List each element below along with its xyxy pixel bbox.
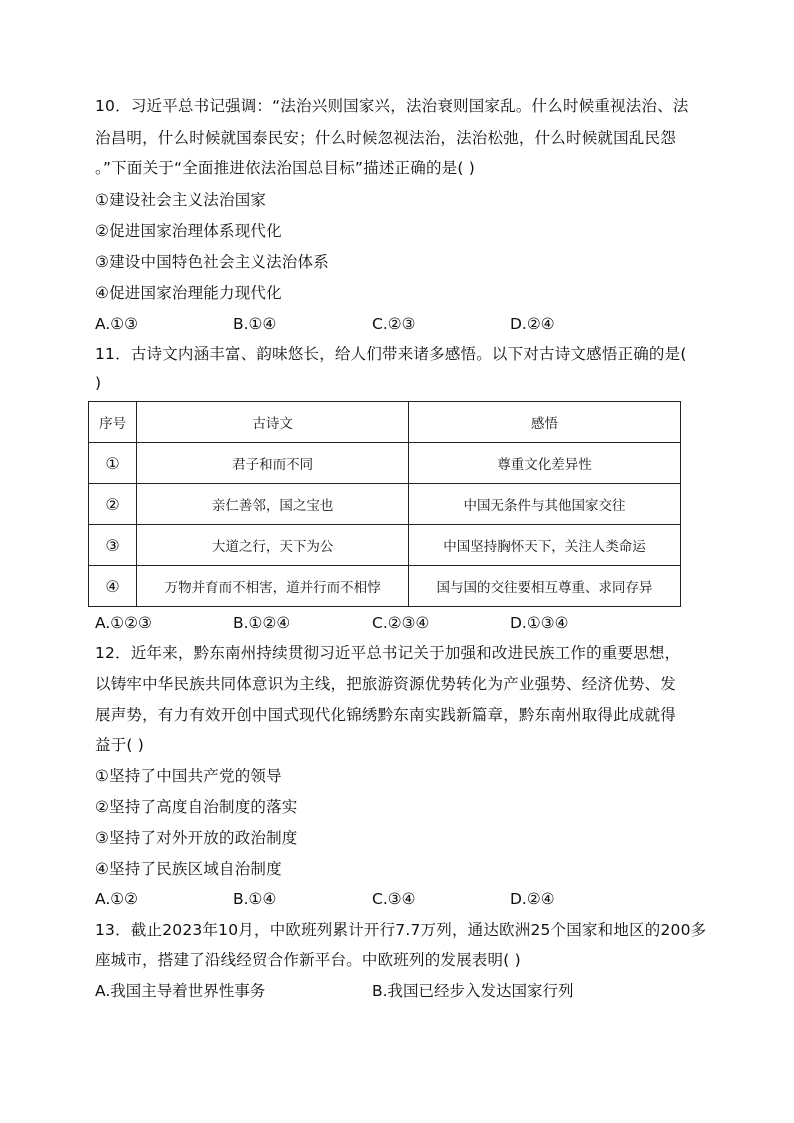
q12-stem-line-4: 益于( ) xyxy=(95,736,145,754)
q13-option-a[interactable]: A.我国主导着世界性事务 xyxy=(95,982,266,1000)
q10-option-d[interactable]: D.②④ xyxy=(510,315,555,333)
table-header-row xyxy=(89,402,681,443)
q12-option-c[interactable]: C.③④ xyxy=(372,890,416,908)
q10-stem-line-3: 。”下面关于“全面推进依法治国总目标”描述正确的是( ) xyxy=(95,159,475,177)
q12-statement-2: ②坚持了高度自治制度的落实 xyxy=(95,798,298,816)
q11-stem-line-2: ) xyxy=(95,374,102,392)
q12-statement-1: ①坚持了中国共产党的领导 xyxy=(95,767,282,785)
table-cell: 国与国的交往要相互尊重、求同存异 xyxy=(409,566,681,607)
table-cell: ③ xyxy=(89,525,137,566)
q13-stem-line-1: 13．截止2023年10月，中欧班列累计开行7.7万列，通达欧洲25个国家和地区的200多 xyxy=(95,921,707,939)
q11-option-a[interactable]: A.①②③ xyxy=(95,614,152,632)
table-cell: ④ xyxy=(89,566,137,607)
q12-option-a[interactable]: A.①② xyxy=(95,890,139,908)
table-cell: ② xyxy=(89,484,137,525)
q13-stem-line-2: 座城市，搭建了沿线经贸合作新平台。中欧班列的发展表明( ) xyxy=(95,951,521,969)
table-cell: 亲仁善邻，国之宝也 xyxy=(137,484,409,525)
table-cell: 万物并育而不相害，道并行而不相悖 xyxy=(137,566,409,607)
table-header: 古诗文 xyxy=(137,402,409,443)
table-cell: 尊重文化差异性 xyxy=(409,443,681,484)
poem-table xyxy=(88,401,681,607)
q10-stem-line-2: 治昌明，什么时候就国泰民安；什么时候忽视法治，法治松弛，什么时候就国乱民怨 xyxy=(95,129,676,147)
q10-statement-3: ③建设中国特色社会主义法治体系 xyxy=(95,253,329,271)
table-row xyxy=(89,566,681,607)
table-cell: 中国坚持胸怀天下，关注人类命运 xyxy=(409,525,681,566)
table-row xyxy=(89,525,681,566)
table-header: 序号 xyxy=(89,402,137,443)
q11-option-b[interactable]: B.①②④ xyxy=(233,614,291,632)
table-cell: 大道之行，天下为公 xyxy=(137,525,409,566)
q12-stem-line-2: 以铸牢中华民族共同体意识为主线，把旅游资源优势转化为产业强势、经济优势、发 xyxy=(95,675,676,693)
table-cell: ① xyxy=(89,443,137,484)
q10-option-b[interactable]: B.①④ xyxy=(233,315,277,333)
q11-option-d[interactable]: D.①③④ xyxy=(510,614,569,632)
q11-options xyxy=(95,613,705,633)
table-cell: 中国无条件与其他国家交往 xyxy=(409,484,681,525)
q10-statement-4: ④促进国家治理能力现代化 xyxy=(95,284,282,302)
q13-option-b[interactable]: B.我国已经步入发达国家行列 xyxy=(372,982,574,1000)
q10-option-c[interactable]: C.②③ xyxy=(372,315,416,333)
table-cell: 君子和而不同 xyxy=(137,443,409,484)
q10-statement-2: ②促进国家治理体系现代化 xyxy=(95,222,282,240)
q12-option-b[interactable]: B.①④ xyxy=(233,890,277,908)
q12-option-d[interactable]: D.②④ xyxy=(510,890,555,908)
q11-stem-line-1: 11．古诗文内涵丰富、韵味悠长，给人们带来诸多感悟。以下对古诗文感悟正确的是( xyxy=(95,345,687,363)
q13-options xyxy=(95,981,705,1001)
table-header: 感悟 xyxy=(409,402,681,443)
table-row xyxy=(89,443,681,484)
q10-options xyxy=(95,314,705,334)
q10-option-a[interactable]: A.①③ xyxy=(95,315,139,333)
q11-option-c[interactable]: C.②③④ xyxy=(372,614,430,632)
q10-statement-1: ①建设社会主义法治国家 xyxy=(95,191,267,209)
q10-stem-line-1: 10．习近平总书记强调：“法治兴则国家兴，法治衰则国家乱。什么时候重视法治、法 xyxy=(95,97,689,115)
q12-options xyxy=(95,889,705,909)
q12-statement-3: ③坚持了对外开放的政治制度 xyxy=(95,829,298,847)
q12-stem-line-1: 12．近年来，黔东南州持续贯彻习近平总书记关于加强和改进民族工作的重要思想， xyxy=(95,644,681,662)
table-row xyxy=(89,484,681,525)
q12-stem-line-3: 展声势，有力有效开创中国式现代化锦绣黔东南实践新篇章，黔东南州取得此成就得 xyxy=(95,706,676,724)
q12-statement-4: ④坚持了民族区域自治制度 xyxy=(95,860,282,878)
